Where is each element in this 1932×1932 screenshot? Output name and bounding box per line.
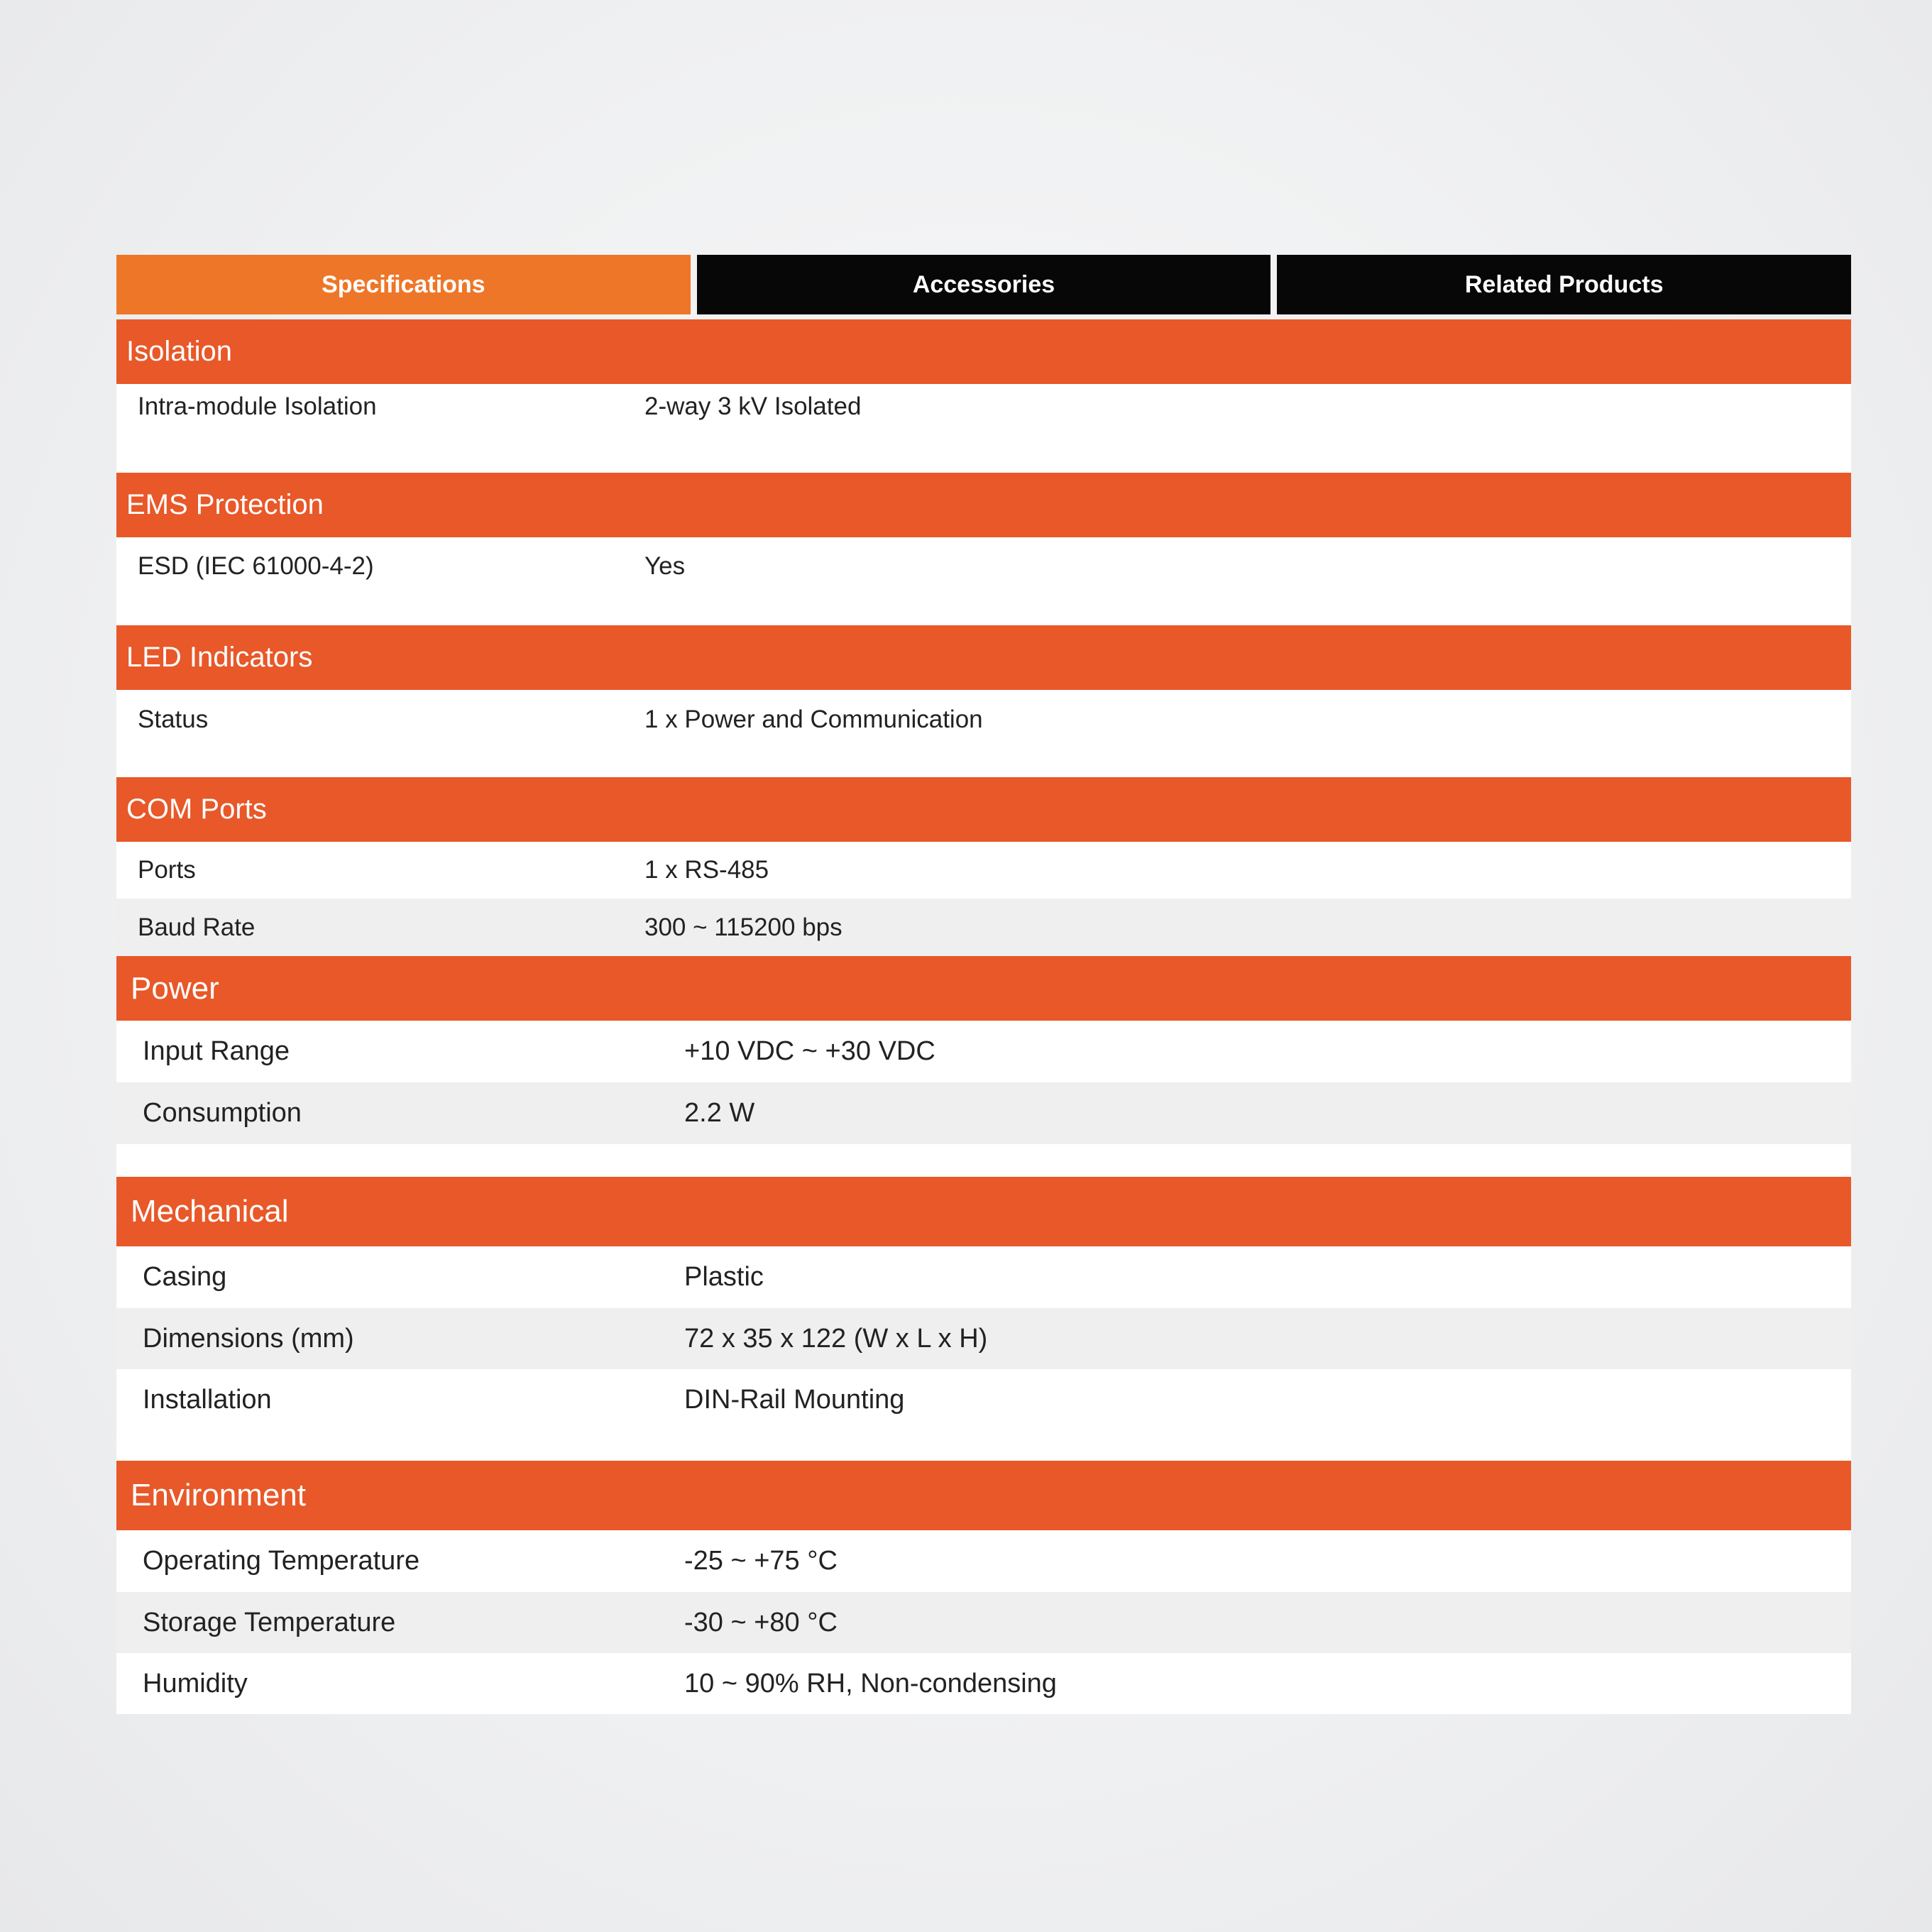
spec-value: 72 x 35 x 122 (W x L x H) [684,1323,988,1354]
spec-label: Intra-module Isolation [138,392,377,420]
spec-label: Dimensions (mm) [143,1323,354,1354]
spec-label: Status [138,705,209,733]
table-row [116,1246,1851,1308]
table-row [116,1082,1851,1144]
spec-value: 300 ~ 115200 bps [644,913,842,941]
table-row [116,537,1851,595]
spec-label: Installation [143,1385,272,1415]
section-header-led-indicators: LED Indicators [116,625,1851,690]
spec-value: +10 VDC ~ +30 VDC [684,1036,935,1066]
spec-value: 2.2 W [684,1098,755,1128]
spec-value: DIN-Rail Mounting [684,1385,905,1415]
tab-specifications[interactable]: Specifications [116,255,691,314]
spec-label: ESD (IEC 61000-4-2) [138,552,374,580]
tab-related-products[interactable]: Related Products [1277,255,1851,314]
spec-label: Humidity [143,1668,248,1698]
spec-value: 1 x RS-485 [644,856,769,884]
spec-label: Operating Temperature [143,1546,420,1576]
spec-label: Input Range [143,1036,290,1066]
tab-accessories[interactable]: Accessories [697,255,1271,314]
row-spacer [116,595,1851,625]
section-header-environment: Environment [116,1461,1851,1530]
spec-value: 2-way 3 kV Isolated [644,392,862,420]
spec-label: Consumption [143,1098,302,1128]
section-header-power: Power [116,956,1851,1021]
spec-panel [116,255,1851,1714]
row-spacer [116,429,1851,473]
table-row [116,1308,1851,1369]
table-row [116,1653,1851,1714]
spec-value: 10 ~ 90% RH, Non-condensing [684,1668,1057,1698]
spec-value: Yes [644,552,686,580]
table-row [116,1369,1851,1431]
table-row [116,1021,1851,1082]
table-row [116,899,1851,956]
row-spacer [116,1431,1851,1461]
spec-label: Storage Temperature [143,1607,396,1637]
section-header-ems-protection: EMS Protection [116,473,1851,537]
section-header-com-ports: COM Ports [116,777,1851,842]
spec-value: -30 ~ +80 °C [684,1607,838,1637]
row-spacer [116,1144,1851,1177]
table-row [116,1592,1851,1653]
table-row [116,842,1851,899]
table-row [116,690,1851,749]
spec-value: Plastic [684,1262,764,1292]
table-row [116,1530,1851,1592]
tab-bar [116,255,1851,314]
spec-label: Ports [138,856,196,884]
table-row [116,384,1851,429]
spec-label: Casing [143,1262,227,1292]
spec-label: Baud Rate [138,913,256,941]
spec-value: 1 x Power and Communication [644,705,983,733]
row-spacer [116,749,1851,777]
section-header-mechanical: Mechanical [116,1177,1851,1246]
section-header-isolation: Isolation [116,319,1851,384]
spec-value: -25 ~ +75 °C [684,1546,838,1576]
